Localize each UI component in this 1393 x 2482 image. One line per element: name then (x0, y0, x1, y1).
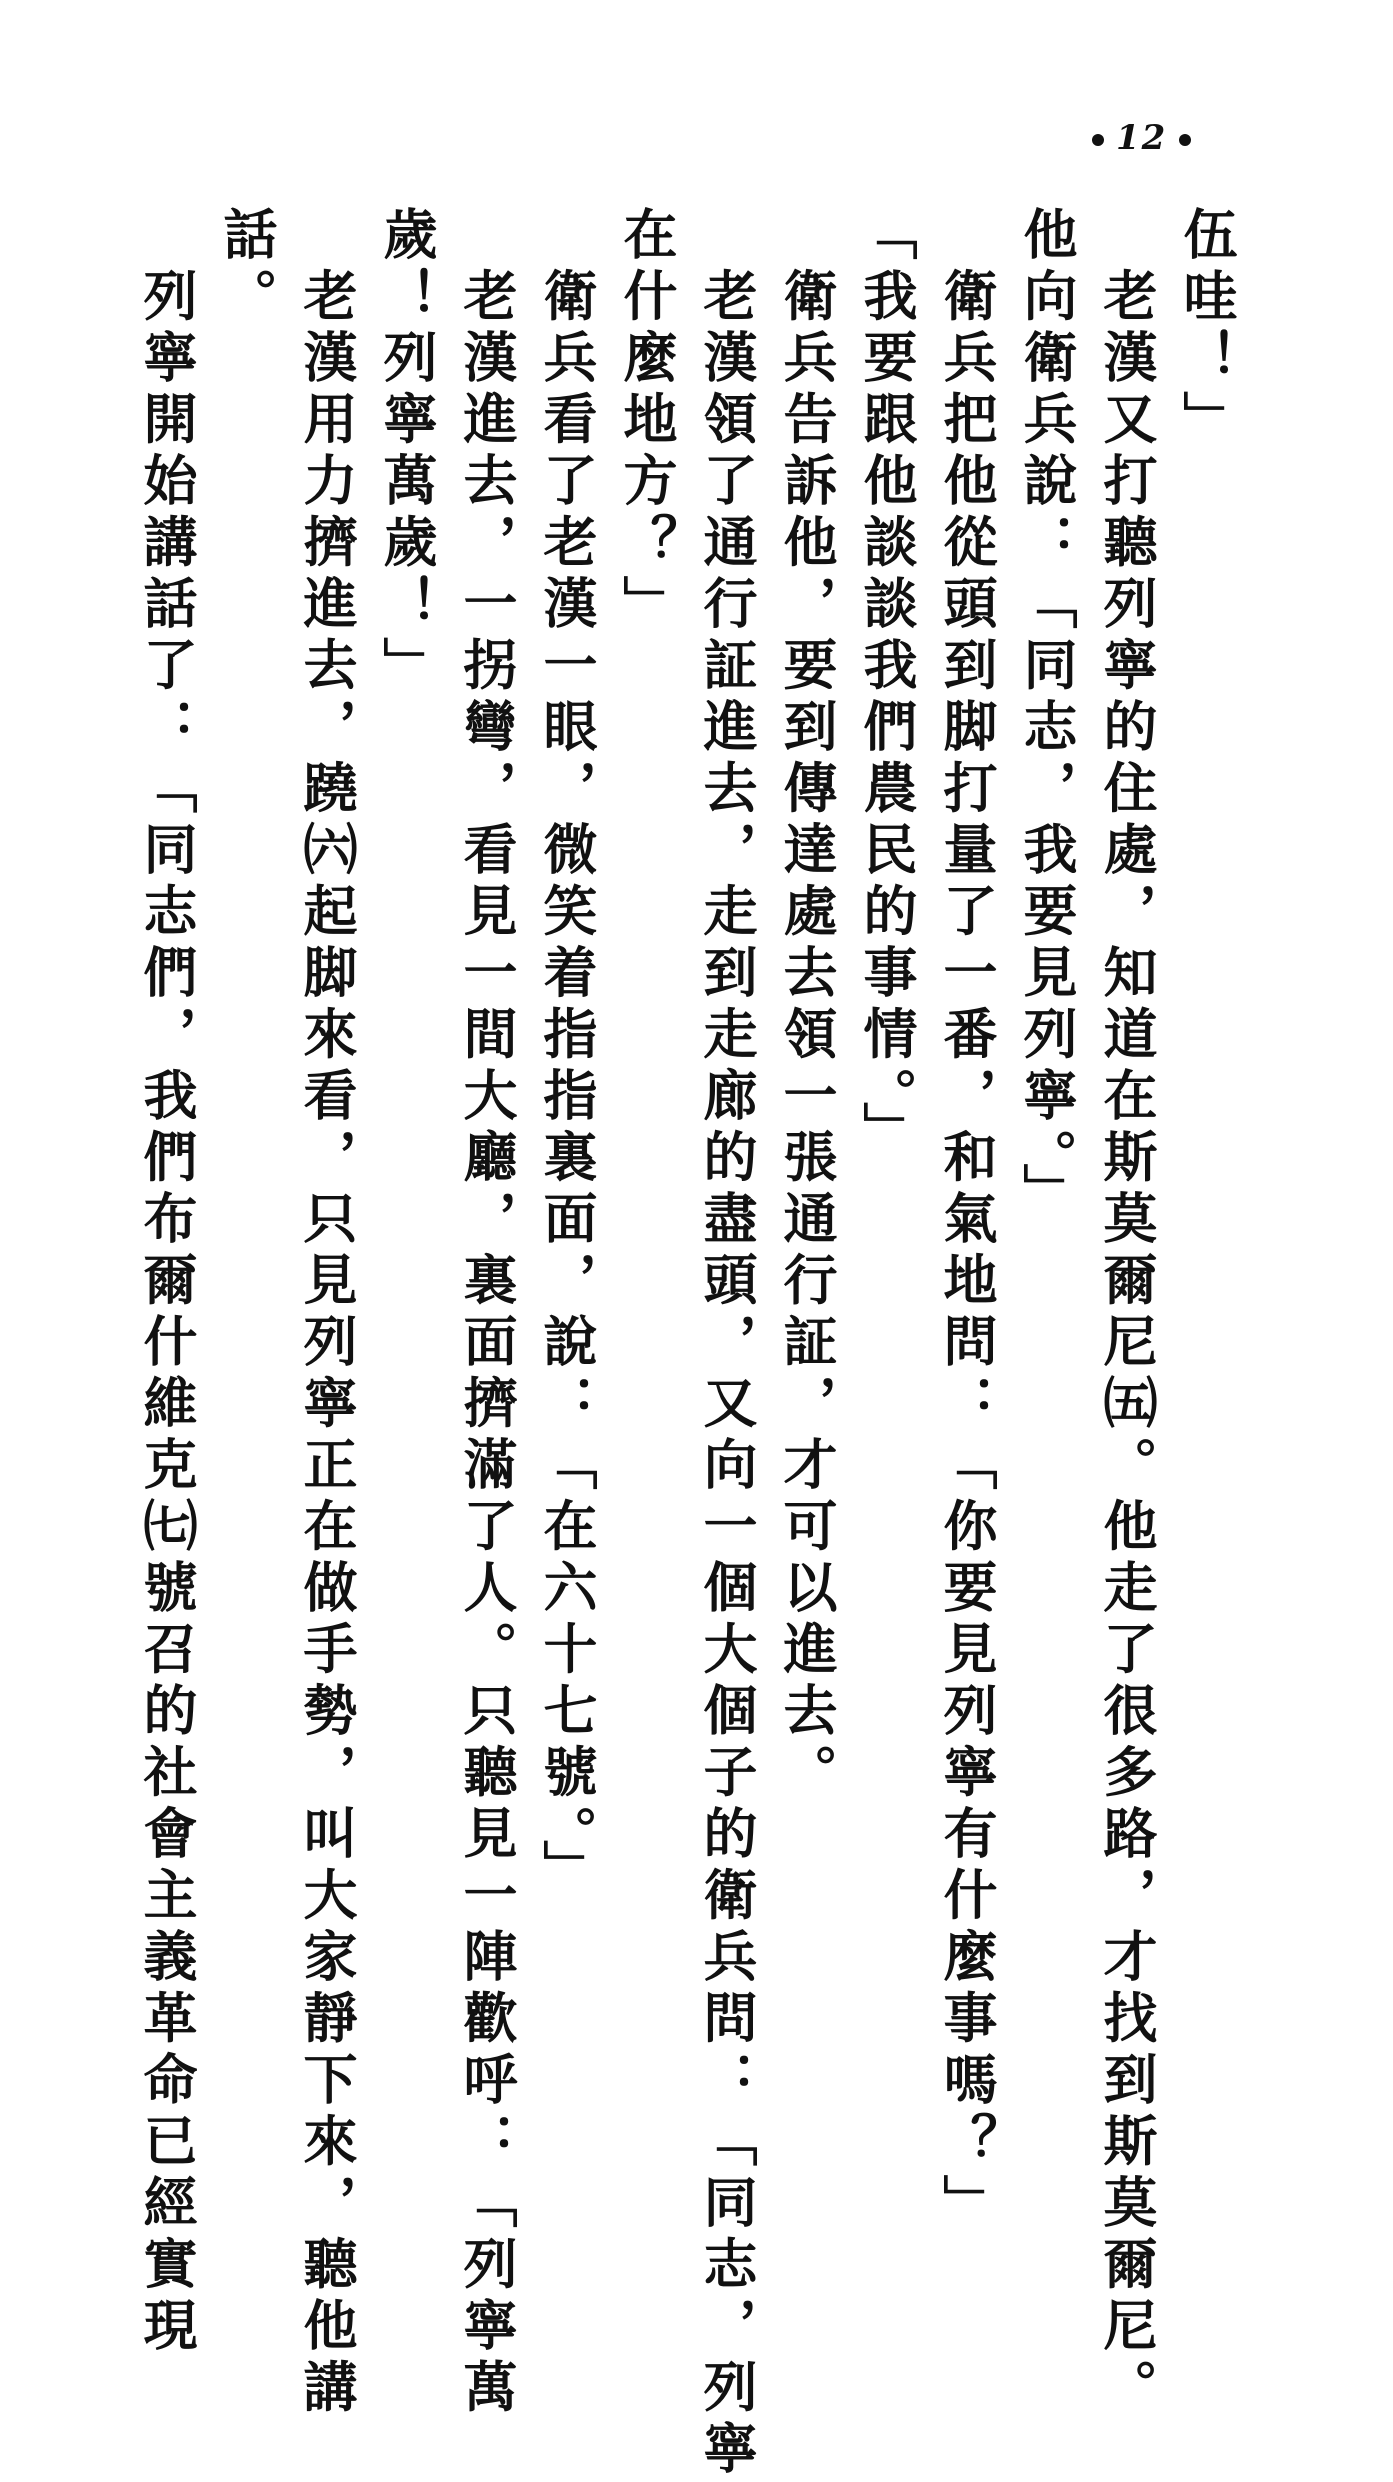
text-column-3: 他向衛兵說：「同志，我要見列寧。」 (1015, 206, 1079, 1225)
text-column-6: 衛兵告訴他，要到傳達處去領一張通行証，才可以進去。 (775, 206, 839, 1805)
text-column-12: 老漢用力擠進去，蹺㈥起脚來看，只見列寧正在做手勢，叫大家靜下來，聽他講 (295, 206, 359, 2420)
text-column-11: 歲！列寧萬歲！」 (375, 206, 439, 698)
text-column-2: 老漢又打聽列寧的住處，知道在斯莫爾尼㈤。他走了很多路，才找到斯莫爾尼。 (1095, 206, 1159, 2420)
text-column-1: 伍哇！」 (1175, 206, 1239, 452)
page-number-value: 12 (1116, 118, 1168, 158)
bullet-dot-right (1179, 134, 1191, 146)
text-column-13: 話。 (215, 206, 279, 329)
text-column-8: 在什麼地方？」 (615, 206, 679, 637)
text-column-10: 老漢進去，一拐彎，看見一間大廳，裏面擠滿了人。只聽見一陣歡呼：「列寧萬 (455, 206, 519, 2420)
text-column-5: 「我要跟他談談我們農民的事情。」 (855, 206, 919, 1163)
text-column-7: 老漢領了通行証進去，走到走廊的盡頭，又向一個大個子的衛兵問：「同志，列寧 (695, 206, 759, 2482)
page-number (1080, 118, 1203, 158)
text-column-4: 衛兵把他從頭到脚打量了一番，和氣地問：「你要見列寧有什麼事嗎？」 (935, 206, 999, 2236)
text-column-9: 衛兵看了老漢一眼，微笑着指指裏面，說：「在六十七號。」 (535, 206, 599, 1901)
text-column-14: 列寧開始講話了：「同志們，我們布爾什維克㈦號召的社會主義革命已經實現 (135, 206, 199, 2359)
bullet-dot-left (1092, 134, 1104, 146)
